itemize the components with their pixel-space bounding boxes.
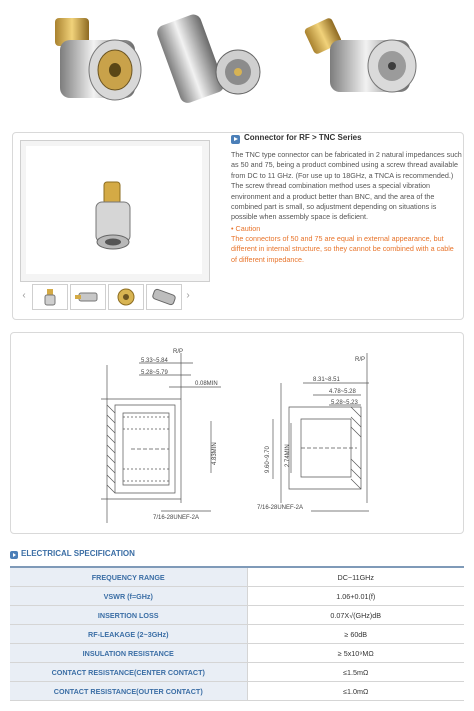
spec-value: DC~11GHz [247, 567, 464, 587]
left-dim-2: 5.28~5.79 [141, 370, 168, 376]
spec-label: VSWR (f=GHz) [10, 587, 247, 606]
table-row [10, 606, 464, 625]
table-row [10, 587, 464, 606]
breadcrumb-text: Connector for RF > TNC Series [244, 133, 362, 142]
spec-label: CONTACT RESISTANCE(OUTER CONTACT) [10, 682, 247, 701]
thumbnail-strip [20, 284, 210, 310]
table-row [10, 682, 464, 701]
bullet-arrow-icon [10, 551, 18, 559]
right-rp-label: R/P [355, 357, 366, 363]
connector-photos [0, 0, 474, 126]
connector-photo-3 [303, 17, 416, 92]
left-dim-1: 5.33~5.84 [141, 358, 168, 364]
table-row [10, 625, 464, 644]
thumbnail-4[interactable] [146, 284, 182, 310]
left-thread-label: 7/16-28UNEF-2A [153, 515, 200, 521]
right-dim-5: 2.74MIN [285, 444, 291, 467]
spec-value: 0.07X√(GHz)dB [247, 606, 464, 625]
bullet-arrow-icon [231, 135, 240, 144]
thumb-next-arrow[interactable]: › [186, 290, 190, 301]
product-banner [0, 0, 474, 126]
caution-text: The connectors of 50 and 75 are equal in external appearance, but different in internal structure, so they cannot be combined with a cable of different impedance. [231, 234, 454, 264]
spec-value: 1.06+0.01(f) [247, 587, 464, 606]
thumb-prev-arrow[interactable]: ‹ [22, 290, 26, 301]
right-dim-2: 4.78~5.28 [329, 389, 356, 395]
left-dim-4: 4.83MIN [212, 442, 218, 465]
spec-label: CONTACT RESISTANCE(CENTER CONTACT) [10, 663, 247, 682]
thumbnail-1[interactable] [32, 284, 68, 310]
spec-value: ≤1.5mΩ [247, 663, 464, 682]
spec-value: ≥ 60dB [247, 625, 464, 644]
table-row [10, 644, 464, 663]
main-product-image [26, 146, 202, 274]
thumbnail-3[interactable] [108, 284, 144, 310]
connector-photo-2 [155, 12, 260, 105]
spec-value: ≥ 5x10⁹MΩ [247, 644, 464, 663]
table-row [10, 567, 464, 587]
spec-value: ≤1.0mΩ [247, 682, 464, 701]
right-dim-4: 9.60~9.70 [265, 446, 271, 473]
spec-label: INSULATION RESISTANCE [10, 644, 247, 663]
left-dim-3: 0.08MIN [195, 381, 218, 387]
spec-table [10, 566, 464, 701]
right-thread-label: 7/16-28UNEF-2A [257, 505, 304, 511]
dimension-drawing [11, 333, 463, 533]
spec-label: INSERTION LOSS [10, 606, 247, 625]
breadcrumb [231, 133, 461, 147]
right-dim-1: 8.31~8.51 [313, 377, 340, 383]
spec-title: ELECTRICAL SPECIFICATION [21, 549, 135, 558]
table-row [10, 663, 464, 682]
connector-photo-1 [55, 18, 141, 100]
thumbnail-2[interactable] [70, 284, 106, 310]
spec-label: FREQUENCY RANGE [10, 567, 247, 587]
technical-drawing [10, 332, 464, 534]
spec-header [10, 549, 210, 561]
right-dim-3: 5.28~5.23 [331, 400, 358, 406]
spec-label: RF-LEAKAGE (2~3GHz) [10, 625, 247, 644]
product-description: The TNC type connector can be fabricated in 2 natural impedances such as 50 and 75, being a product combined using a screw thread available from DC to 11 GHz. (For use up to 18GHz, a TNCA is recommended.) The screw thread combination method uses a special vibration environment and a product better than BNC, and the area of the combined part is small, so adjustment depending on situations is possible when assembly space is deficient. [231, 150, 462, 222]
left-rp-label: R/P [173, 349, 184, 355]
left-connector-drawing [101, 353, 221, 523]
caution-label: • Caution [231, 224, 261, 233]
